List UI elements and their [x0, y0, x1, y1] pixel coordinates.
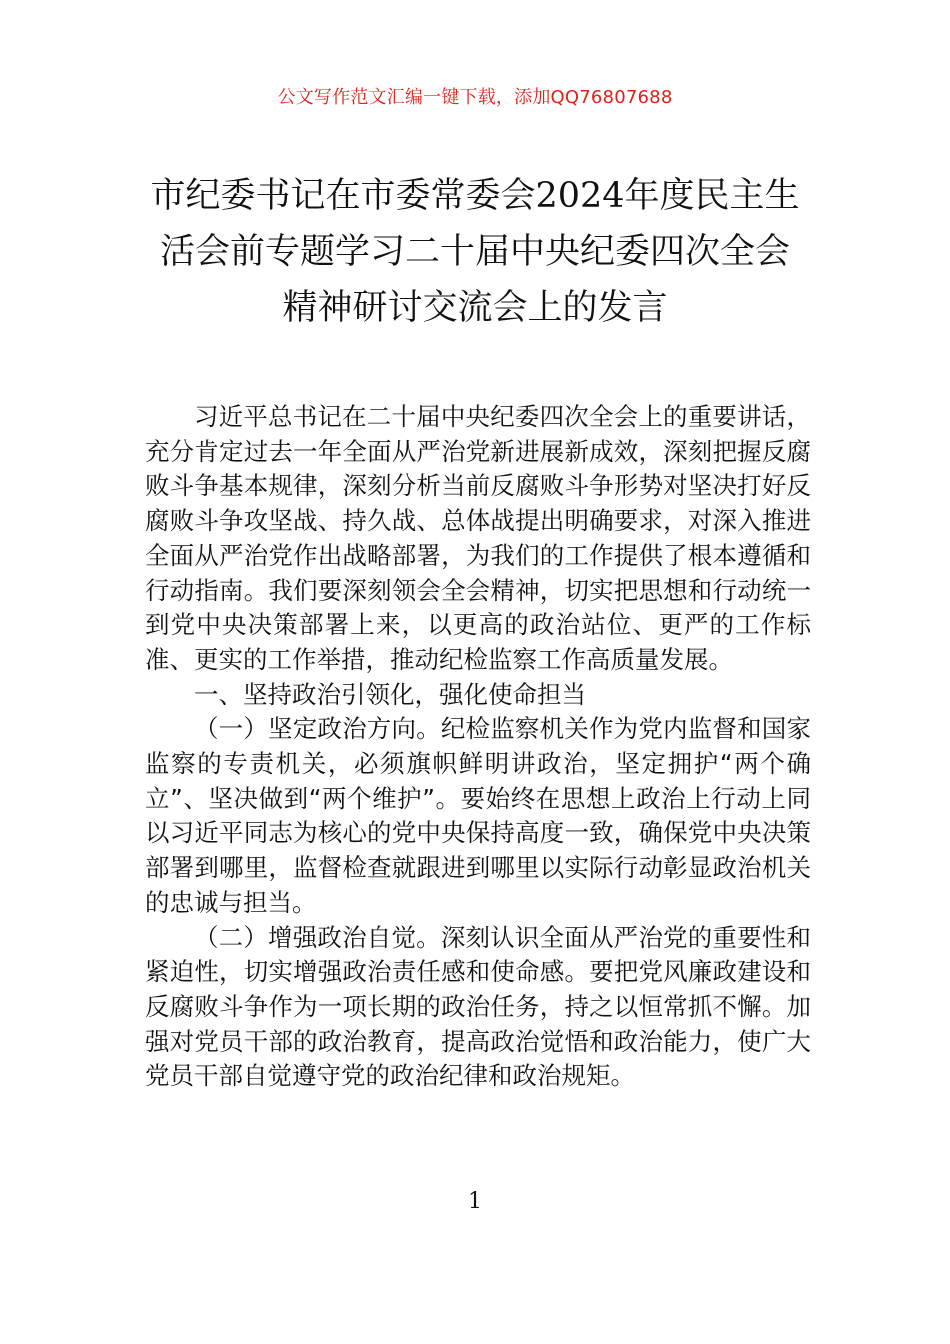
subsection-paragraph-1: （一）坚定政治方向。纪检监察机关作为党内监督和国家监察的专责机关，必须旗帜鲜明讲政治，坚定拥护“两个确立”、坚决做到“两个维护”。要始终在思想上政治上行动上同以习近平同志为核心的党中央保持高度一致，确保党中央决策部署到哪里，监督检查就跟进到哪里以实际行动彰显政治机关的忠诚与担当。 — [145, 714, 811, 917]
title-line-3: 精神研讨交流会上的发言 — [282, 288, 668, 328]
document-title — [120, 168, 830, 336]
header-download-note: 公文写作范文汇编一键下载，添加QQ76807688 — [277, 87, 673, 108]
subsection-paragraph-2: （二）增强政治自觉。深刻认识全面从严治党的重要性和紧迫性，切实增强政治责任感和使命感。要把党风廉政建设和反腐败斗争作为一项长期的政治任务，持之以恒常抓不懈。加强对党员干部的政治教育，提高政治觉悟和政治能力，使广大党员干部自觉遵守党的政治纪律和政治规矩。 — [145, 922, 811, 1091]
page-number: 1 — [468, 1189, 482, 1214]
intro-paragraph: 习近平总书记在二十届中央纪委四次全会上的重要讲话，充分肯定过去一年全面从严治党新进展新成效，深刻把握反腐败斗争基本规律，深刻分析当前反腐败斗争形势对坚决打好反腐败斗争攻坚战、持久战、总体战提出明确要求，对深入推进全面从严治党作出战略部署，为我们的工作提供了根本遵循和行动指南。我们要深刻领会全会精神，切实把思想和行动统一到党中央决策部署上来，以更高的政治站位、更严的工作标准、更实的工作举措，推动纪检监察工作高质量发展。 — [145, 402, 811, 674]
title-line-1: 市纪委书记在市委常委会2024年度民主生 — [150, 176, 800, 216]
section-heading-1: 一、坚持政治引领化，强化使命担当 — [194, 679, 586, 709]
document-body — [145, 400, 811, 1094]
title-line-2: 活会前专题学习二十届中央纪委四次全会 — [159, 232, 790, 272]
